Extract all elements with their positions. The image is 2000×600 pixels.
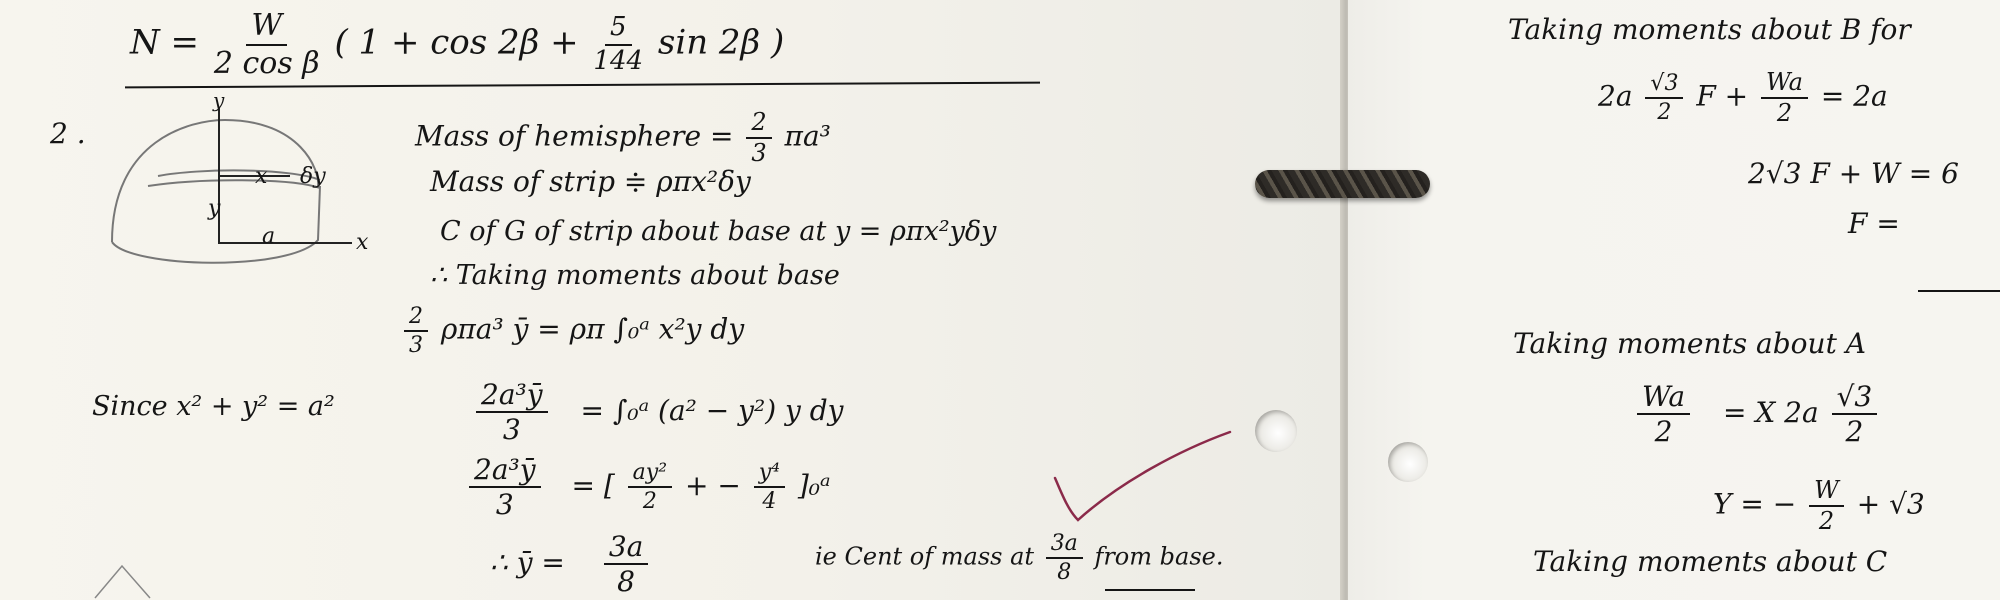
c-of-g-line: C of G of strip about base at y = ρπx²yδy <box>440 216 997 247</box>
binder-ring <box>1255 170 1430 198</box>
binder-hole-right <box>1388 442 1428 482</box>
top-eq-tail: sin 2β ) <box>657 22 785 63</box>
mass-hemisphere-tail: πa³ <box>784 119 831 153</box>
tick-mark <box>1055 432 1230 520</box>
right-eq1-frac-num: √3 <box>1645 72 1683 99</box>
result-frac-num: 3a <box>604 532 649 565</box>
eq1-frac-den: 3 <box>409 333 423 359</box>
right-eq3: F = <box>1848 207 1900 240</box>
right-eq4-frac2-num: √3 <box>1832 382 1878 415</box>
right-eq5-post: + √3 <box>1856 487 1925 521</box>
result-pre: ∴ ȳ = <box>490 545 565 579</box>
right-eq1 <box>1598 70 1888 126</box>
top-eq-lhs: N = <box>130 22 200 63</box>
right-eq1-frac2 <box>1761 70 1808 126</box>
top-eq-frac2-den: 144 <box>593 45 644 76</box>
eq3-term2-num: y⁴ <box>754 461 785 488</box>
right-eq1-frac2-den: 2 <box>1776 99 1793 128</box>
right-eq5-frac-num: W <box>1809 478 1844 507</box>
right-eq1-frac2-num: Wa <box>1761 70 1808 99</box>
eq3-term2-den: 4 <box>762 489 777 515</box>
right-eq1-frac-den: 2 <box>1657 100 1672 126</box>
right-eq1-a: 2a <box>1598 79 1633 113</box>
right-eq5-pre: Y = − <box>1713 487 1797 521</box>
right-eq4-frac-num: Wa <box>1637 382 1690 415</box>
diagram-dy-label: δy <box>300 164 326 189</box>
right-eq4 <box>1633 382 1881 447</box>
right-eq4-frac <box>1637 382 1690 447</box>
mass-hemisphere-frac-num: 2 <box>746 110 771 139</box>
eq2-frac-den: 3 <box>502 413 521 447</box>
right-eq5-frac <box>1809 478 1844 534</box>
right-eq5-frac-den: 2 <box>1818 507 1835 536</box>
diagram-y-label: y <box>208 196 221 221</box>
right-eq1-b: F + <box>1696 79 1749 113</box>
right-eq4-frac2-den: 2 <box>1845 415 1864 449</box>
right-eq4-frac-den: 2 <box>1654 415 1673 449</box>
mass-strip-line: Mass of strip ≑ ρπx²δy <box>430 165 751 198</box>
diagram-x-axis-label: x <box>356 230 369 255</box>
binder-hole-left <box>1255 410 1297 452</box>
eq3-term1-num: ay² <box>628 461 672 488</box>
right-eq1-c: = 2a <box>1820 79 1888 113</box>
result-note-frac-num: 3a <box>1046 532 1083 559</box>
eq3-frac-num: 2a³ȳ <box>469 455 541 488</box>
top-eq-frac2-num: 5 <box>605 14 632 45</box>
top-eq-frac-den: 2 cos β <box>213 45 320 81</box>
eq3-mid: + − <box>684 468 741 502</box>
result-frac-den: 8 <box>617 565 635 599</box>
eq3-term1-den: 2 <box>642 489 657 515</box>
eq3-post: ]₀ᵃ <box>797 468 831 502</box>
since-line: Since x² + y² = a² <box>92 391 335 422</box>
top-eq-frac-num: W <box>246 10 287 46</box>
diagram-x-label: x <box>255 164 268 189</box>
mass-hemisphere-label: Mass of hemisphere = <box>415 119 734 153</box>
right-eq4-frac2 <box>1832 382 1878 447</box>
taking-moments-line: ∴ Taking moments about base <box>430 260 840 291</box>
right-underline <box>1918 290 2000 292</box>
question-number: 2 . <box>50 117 86 150</box>
result-note-frac-den: 8 <box>1057 560 1072 586</box>
right-eq5 <box>1713 478 1925 534</box>
right-moments-c: Taking moments about C <box>1533 545 1888 578</box>
eq2-body: = ∫₀ᵃ (a² − y²) y dy <box>580 393 844 427</box>
right-moments-a: Taking moments about A <box>1513 327 1866 360</box>
right-moments-b: Taking moments about B for <box>1508 13 1911 46</box>
right-eq4-body: = X 2a <box>1722 395 1819 429</box>
right-notebook-page <box>1348 0 2000 600</box>
eq1-frac-num: 2 <box>404 305 428 332</box>
diagram-a-label: a <box>262 224 276 249</box>
result-note-pre: ie Cent of mass at <box>815 542 1035 571</box>
right-eq2: 2√3 F + W = 6 <box>1748 157 1959 190</box>
eq1-body: ρπa³ ȳ = ρπ ∫₀ᵃ x²y dy <box>440 312 745 346</box>
result-note-post: from base. <box>1094 542 1224 571</box>
right-eq1-frac <box>1645 72 1683 124</box>
top-eq-bracket: ( 1 + cos 2β + <box>334 22 579 63</box>
diagram-y-axis-label: y <box>213 88 225 112</box>
mass-hemisphere-frac-den: 3 <box>751 139 767 168</box>
eq3-frac-den: 3 <box>495 488 514 522</box>
partial-figure <box>95 566 150 598</box>
eq2-frac-num: 2a³ȳ <box>476 380 548 413</box>
eq3-pre: = [ <box>571 468 615 502</box>
